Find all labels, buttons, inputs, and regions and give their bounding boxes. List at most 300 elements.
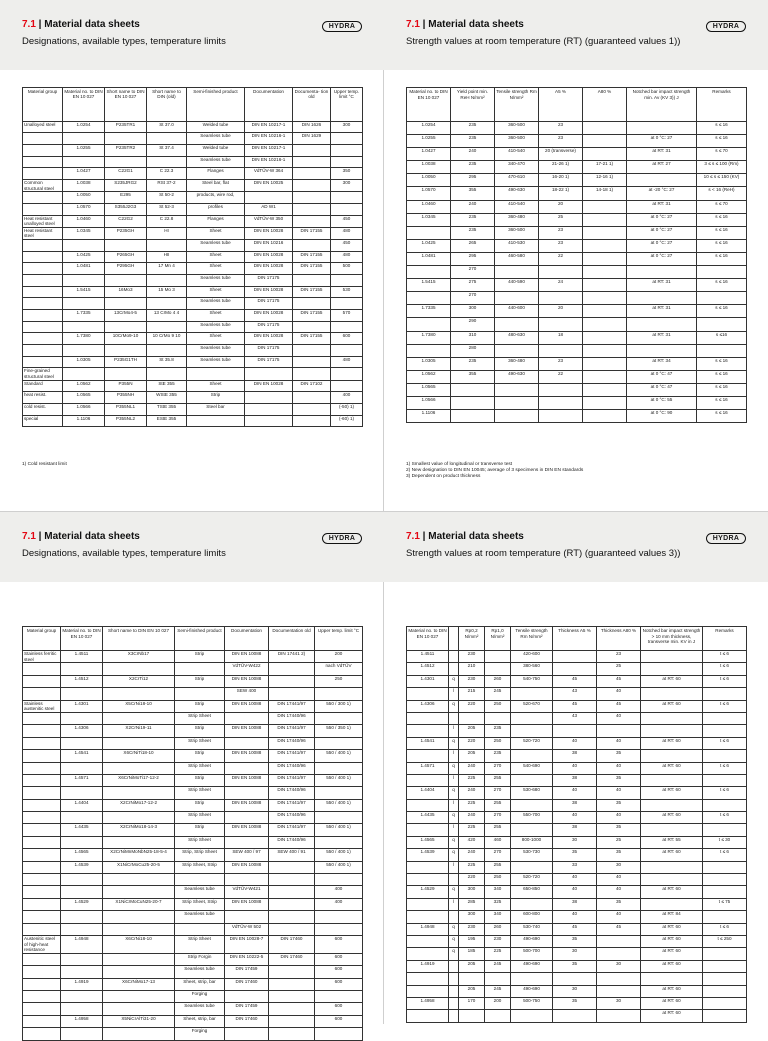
table-cell: 1.4404 — [407, 787, 449, 799]
table-cell — [583, 200, 627, 213]
table-cell — [331, 321, 363, 333]
table-row — [23, 712, 363, 724]
table-cell — [459, 973, 485, 985]
table-cell: 230 — [459, 675, 485, 687]
table-row — [23, 133, 363, 145]
table-cell: at RT: 31 — [627, 305, 697, 318]
footnote: 3) Dependent on product thickness — [406, 474, 481, 480]
table-row — [23, 675, 363, 687]
table-cell — [583, 318, 627, 331]
table-cell: DIN EN 10088 — [225, 675, 269, 687]
table-cell: at RT: 31 — [627, 148, 697, 161]
table-cell — [61, 966, 103, 978]
table-cell: Strip Sheet — [175, 737, 225, 749]
table-cell: 10 CrMo 9 10 — [147, 333, 187, 345]
table-cell: C22G1 — [105, 168, 147, 180]
table-cell — [641, 898, 703, 910]
table-cell: 250 — [485, 700, 511, 712]
table-cell — [103, 787, 175, 799]
table-cell — [495, 396, 539, 409]
table-cell: DIN 17460 — [269, 935, 315, 953]
table-cell: 340 — [485, 911, 511, 923]
table-cell: at RT: 31 — [627, 200, 697, 213]
column-header: Semi-finished product — [187, 87, 245, 121]
table-cell: q — [449, 812, 459, 824]
table-cell: 1.4306 — [407, 700, 449, 712]
table-cell — [407, 911, 449, 923]
table-cell: 300 — [451, 305, 495, 318]
table-cell: Forging — [175, 990, 225, 1002]
table-cell: 360-480 — [495, 213, 539, 226]
table-cell — [459, 712, 485, 724]
table-cell: q — [449, 948, 459, 960]
table-cell: 1.0255 — [63, 144, 105, 156]
table-cell: 550 / 400 1) — [315, 824, 363, 836]
table-cell — [703, 985, 747, 997]
table-cell: DIN EN 10216-1 — [245, 156, 293, 168]
table-cell — [269, 966, 315, 978]
table-cell: 300 — [459, 886, 485, 898]
table-cell: 13CrMo4-5 — [105, 310, 147, 322]
table-cell: 1.4919 — [61, 978, 103, 990]
table-cell: 340-470 — [495, 161, 539, 174]
table-cell: Strip Sheet — [175, 712, 225, 724]
table-cell — [245, 392, 293, 404]
table-cell — [61, 874, 103, 886]
table-cell — [105, 274, 147, 286]
table-cell — [175, 688, 225, 700]
table-cell: 1.4301 — [61, 700, 103, 712]
table-cell: 30 — [553, 836, 597, 848]
table-cell: at RT: 34 — [627, 357, 697, 370]
table-cell — [175, 874, 225, 886]
table-row — [407, 292, 747, 305]
table-cell — [147, 345, 187, 357]
table-cell: P235TR2 — [105, 144, 147, 156]
table-cell: 40 — [597, 688, 641, 700]
table-row — [407, 774, 747, 786]
table-cell — [103, 1003, 175, 1015]
table-row — [23, 886, 363, 898]
table-row — [407, 135, 747, 148]
table-cell: 205 — [459, 960, 485, 972]
table-cell: 10CrMo9-10 — [105, 333, 147, 345]
table-cell — [315, 990, 363, 1002]
table-cell: DIN 17460 — [225, 978, 269, 990]
table-cell: 1.0255 — [407, 135, 451, 148]
table-cell — [293, 368, 331, 380]
table-cell: P265GH — [105, 251, 147, 263]
table-cell — [553, 651, 597, 663]
table-row — [407, 824, 747, 836]
table-cell: 220 — [459, 700, 485, 712]
table-cell: 255 — [485, 774, 511, 786]
table-cell — [315, 812, 363, 824]
table-cell: at RT: 60 — [641, 849, 703, 861]
table-cell — [315, 874, 363, 886]
table-cell — [495, 266, 539, 279]
table-cell: cold resist. — [23, 404, 63, 416]
table-row — [407, 948, 747, 960]
table-row — [23, 966, 363, 978]
table-cell: DIN 17460 — [269, 953, 315, 965]
table-cell: 225 — [485, 948, 511, 960]
table-cell: s ≤ 70 — [697, 200, 747, 213]
table-cell: DIN 17155 — [293, 227, 331, 239]
table-cell: DIN 17459 — [225, 1003, 269, 1015]
table-cell — [407, 874, 449, 886]
table-cell — [315, 762, 363, 774]
table-row — [407, 410, 747, 423]
table-cell — [23, 675, 61, 687]
table-cell: 490-630 — [495, 370, 539, 383]
table-cell: DIN EN 10088 — [225, 725, 269, 737]
table-cell: DIN 17441/97 — [269, 774, 315, 786]
table-cell: s ≤ 16 — [697, 410, 747, 423]
table-cell: 1.1106 — [407, 410, 451, 423]
table-cell: 20 (transverse) — [539, 148, 583, 161]
table-cell: (-50) 1) — [331, 404, 363, 416]
table-cell — [269, 923, 315, 935]
table-cell: l — [449, 725, 459, 737]
footnote: 1) Smallest value of longitudinal or transverse test — [406, 462, 513, 467]
table-cell: 540-750 — [511, 675, 553, 687]
table-cell: DIN EN 10028 — [245, 310, 293, 322]
table-cell — [225, 812, 269, 824]
table-cell: 45 — [597, 923, 641, 935]
table-cell: DIN 17175 — [245, 298, 293, 310]
table-cell: X2CrNiMo17-12-2 — [103, 799, 175, 811]
table-cell: P355N — [105, 380, 147, 392]
table-cell: 43 — [553, 688, 597, 700]
table-cell: 245 — [485, 688, 511, 700]
table-cell: VdTÜV-W 364 — [245, 168, 293, 180]
table-cell — [225, 836, 269, 848]
table-cell — [23, 824, 61, 836]
table-cell: P355NL1 — [105, 404, 147, 416]
table-cell: s ≤ 16 — [697, 252, 747, 265]
table-cell: DIN 17441 2) — [269, 651, 315, 663]
footnotes — [22, 462, 67, 468]
table-cell: s ≤ 16 — [697, 370, 747, 383]
table-cell: Strip — [175, 651, 225, 663]
table-cell — [23, 849, 61, 861]
table-cell — [407, 712, 449, 724]
table-header-row — [23, 627, 363, 651]
table-cell: t ≤ 6 — [703, 787, 747, 799]
table-cell: at RT: 60 — [641, 948, 703, 960]
table-row — [23, 298, 363, 310]
table-cell: at RT: 60 — [641, 886, 703, 898]
table-cell: 25 — [597, 663, 641, 675]
table-cell — [187, 368, 245, 380]
table-row — [407, 898, 747, 910]
table-row — [407, 331, 747, 344]
column-header: A80 % — [583, 88, 627, 122]
table-cell: 17-21 1) — [583, 161, 627, 174]
section-subtitle: Designations, available types, temperature limits — [22, 548, 226, 559]
table-cell: 35 — [597, 750, 641, 762]
table-cell: 235 — [451, 122, 495, 135]
table-cell: at RT: 60 — [641, 737, 703, 749]
table-cell: 520-720 — [511, 737, 553, 749]
table-cell: Seamless tube — [175, 1003, 225, 1015]
table-cell — [511, 973, 553, 985]
table-cell: 30 — [553, 948, 597, 960]
table-row — [23, 321, 363, 333]
table-cell: 550 / 400 1) — [315, 750, 363, 762]
table-cell — [597, 948, 641, 960]
table-cell — [293, 179, 331, 191]
table-cell: t ≤ 75 — [703, 898, 747, 910]
table-cell: Strip Sheet — [175, 762, 225, 774]
table-cell: P235G1TH — [105, 356, 147, 368]
table-cell — [331, 133, 363, 145]
column-header: Rp1,0 N/mm² — [485, 627, 511, 651]
table-cell — [583, 279, 627, 292]
table-cell: at 0 °C: 27 — [627, 226, 697, 239]
table-cell: Sheet — [187, 380, 245, 392]
table-cell: 1.4919 — [407, 960, 449, 972]
table-cell — [23, 1003, 61, 1015]
table-row — [407, 174, 747, 187]
table-row — [407, 200, 747, 213]
table-row — [407, 712, 747, 724]
table-cell: at -20 °C: 27 — [627, 187, 697, 200]
table-cell: 225 — [459, 774, 485, 786]
table-cell — [407, 750, 449, 762]
table-cell: 12-16 1) — [583, 174, 627, 187]
table-row — [23, 1003, 363, 1015]
table-cell: 1.4565 — [407, 836, 449, 848]
table-cell: P295GH — [105, 263, 147, 275]
table-cell: 35 — [553, 849, 597, 861]
table-cell: 460-580 — [495, 252, 539, 265]
table-cell: Strip Sheet — [175, 812, 225, 824]
table-cell: s ≤ 16 — [697, 305, 747, 318]
table-cell: P235GH — [105, 227, 147, 239]
table-cell — [23, 203, 63, 215]
table-cell: 1.0460 — [63, 215, 105, 227]
table-row — [23, 725, 363, 737]
table-cell: 220 — [459, 737, 485, 749]
section-heading: 7.1 | Material data sheets — [406, 19, 524, 30]
table-cell: EStE 355 — [147, 415, 187, 427]
table-cell: t ≤ 250 — [703, 935, 747, 947]
table-cell: 1.4301 — [407, 675, 449, 687]
table-cell — [103, 966, 175, 978]
table-cell: DIN EN 10088 — [225, 824, 269, 836]
table-cell: Sheet — [187, 263, 245, 275]
table-cell: VdTÜV-W 350 — [245, 215, 293, 227]
table-cell: 30 — [597, 960, 641, 972]
table-cell: 1.4541 — [407, 737, 449, 749]
table-cell: 205 — [459, 750, 485, 762]
table-cell — [641, 712, 703, 724]
table-cell — [553, 663, 597, 675]
table-cell — [23, 712, 61, 724]
table-cell: 1.4539 — [61, 861, 103, 873]
table-cell — [269, 688, 315, 700]
table-cell — [23, 874, 61, 886]
table-cell — [449, 712, 459, 724]
table-cell — [583, 226, 627, 239]
table-cell: 1.5415 — [407, 279, 451, 292]
table-cell: special — [23, 415, 63, 427]
table-cell: q — [449, 700, 459, 712]
table-cell: 600 — [315, 966, 363, 978]
table-row — [407, 279, 747, 292]
table-cell: 240 — [459, 762, 485, 774]
table-cell: 45 — [553, 700, 597, 712]
table-cell — [293, 239, 331, 251]
table-cell: at RT: 31 — [627, 279, 697, 292]
table-cell — [225, 1028, 269, 1040]
table-cell — [105, 368, 147, 380]
table-cell: C22G2 — [105, 215, 147, 227]
table-cell: 200 — [315, 651, 363, 663]
table-cell: X6CrNiMo17-13 — [103, 978, 175, 990]
table-cell: HII — [147, 251, 187, 263]
table-cell — [105, 239, 147, 251]
column-header: Tensile strength Rm N/mm² — [495, 88, 539, 122]
table-cell: DIN EN 10028 — [245, 380, 293, 392]
table-cell: DIN EN 10217-1 — [245, 144, 293, 156]
column-header: Thickness A80 % — [597, 627, 641, 651]
table-cell — [23, 836, 61, 848]
table-cell: 1.0565 — [407, 383, 451, 396]
column-header: Remarks — [703, 627, 747, 651]
table-cell: 480 — [331, 227, 363, 239]
table-cell: l — [449, 688, 459, 700]
page-header — [384, 512, 768, 582]
table-cell: 1.0460 — [407, 200, 451, 213]
table-cell: X6CrNiMoTi17-12-2 — [103, 774, 175, 786]
table-cell: 240 — [459, 849, 485, 861]
table-cell — [583, 252, 627, 265]
table-cell: 38 — [553, 799, 597, 811]
table-cell: 410-530 — [495, 239, 539, 252]
table-cell: DIN 17155 — [293, 333, 331, 345]
table-cell: DIN EN 10088 — [225, 861, 269, 873]
table-cell: 1.7335 — [407, 305, 451, 318]
table-cell — [703, 750, 747, 762]
table-cell: Strip — [175, 675, 225, 687]
table-cell — [61, 712, 103, 724]
table-row — [407, 849, 747, 861]
column-header: Short name to DIN (old) — [147, 87, 187, 121]
table-cell: at RT: 27 — [627, 161, 697, 174]
table-cell — [293, 168, 331, 180]
table-cell: 1.4511 — [407, 651, 449, 663]
table-cell: 13 CrMo 4 4 — [147, 310, 187, 322]
table-cell — [495, 318, 539, 331]
table-cell — [147, 133, 187, 145]
table-cell: P355NL2 — [105, 415, 147, 427]
table-row — [23, 953, 363, 965]
table-cell: 340 — [485, 886, 511, 898]
table-cell — [583, 239, 627, 252]
table-cell — [641, 688, 703, 700]
table-cell — [23, 663, 61, 675]
table-cell: DIN EN 10088 — [225, 750, 269, 762]
table-cell — [187, 415, 245, 427]
table-cell: DIN 17175 — [245, 356, 293, 368]
table-cell: 480-630 — [495, 331, 539, 344]
table-cell: 550 / 400 1) — [315, 799, 363, 811]
table-cell: 550-700 — [511, 812, 553, 824]
table-cell: 540-690 — [511, 762, 553, 774]
table-cell: Seamless tube — [175, 886, 225, 898]
table-cell: 1.0305 — [407, 357, 451, 370]
table-cell: 255 — [485, 799, 511, 811]
column-header: Documenta- tion old — [293, 87, 331, 121]
table-cell — [597, 1010, 641, 1022]
table-cell — [703, 886, 747, 898]
table-cell: 1.4948 — [407, 923, 449, 935]
table-cell — [23, 861, 61, 873]
table-cell: X6CrNiTi18-10 — [103, 750, 175, 762]
table-cell: 20 — [539, 305, 583, 318]
table-cell: 23 — [539, 122, 583, 135]
table-cell — [269, 874, 315, 886]
table-cell — [495, 383, 539, 396]
table-cell: 490-690 — [511, 985, 553, 997]
table-cell — [495, 292, 539, 305]
table-cell — [449, 874, 459, 886]
table-cell: 1.4512 — [407, 663, 449, 675]
table-row — [407, 861, 747, 873]
table-row — [407, 997, 747, 1009]
table-cell: 420 — [459, 836, 485, 848]
table-row — [23, 688, 363, 700]
table-cell — [511, 861, 553, 873]
table-cell: 235 — [451, 357, 495, 370]
table-row — [407, 396, 747, 409]
table-cell: Common structural steel — [23, 179, 63, 191]
table-cell: 1.4539 — [407, 849, 449, 861]
table-row — [23, 239, 363, 251]
table-cell: 40 — [553, 787, 597, 799]
table-cell: 250 — [315, 675, 363, 687]
table-cell — [61, 923, 103, 935]
table-cell: Sheet — [187, 251, 245, 263]
table-cell: 235 — [451, 213, 495, 226]
table-cell — [539, 318, 583, 331]
table-cell — [103, 874, 175, 886]
table-cell — [225, 874, 269, 886]
table-cell — [703, 799, 747, 811]
table-cell: 40 — [553, 911, 597, 923]
table-cell: DIN 17440/96 — [269, 712, 315, 724]
table-cell — [23, 725, 61, 737]
table-cell: Heat resistant unalloyed steel — [23, 215, 63, 227]
table-cell — [485, 651, 511, 663]
table-cell — [23, 310, 63, 322]
table-cell — [23, 812, 61, 824]
table-cell — [225, 787, 269, 799]
table-cell — [147, 321, 187, 333]
table-cell: 25 — [597, 836, 641, 848]
table-cell — [703, 960, 747, 972]
table-cell: 600 — [315, 1015, 363, 1027]
table-cell: 440-600 — [495, 305, 539, 318]
table-cell: 300 — [459, 911, 485, 923]
table-cell — [63, 133, 105, 145]
table-cell: 380-560 — [511, 663, 553, 675]
table-cell: 35 — [597, 824, 641, 836]
table-cell: 1.4529 — [61, 898, 103, 910]
